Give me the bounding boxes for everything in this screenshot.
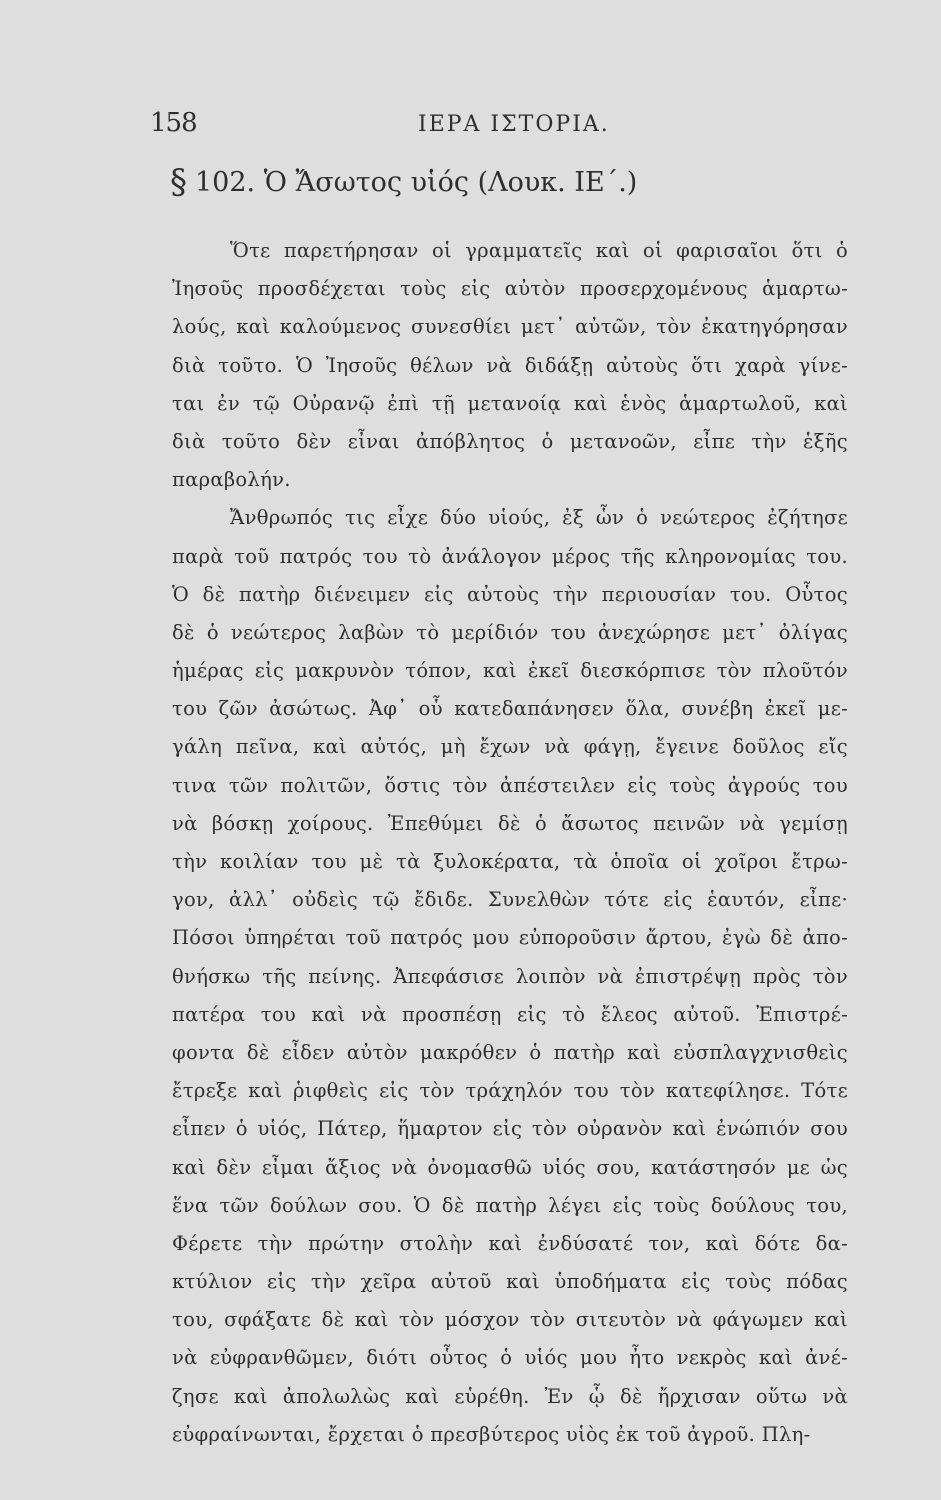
text-line: γον, ἀλλ᾽ οὐδεὶς τῷ ἔδιδε. Συνελθὼν τότε εἰς ἑαυτόν, εἶπε· xyxy=(172,888,848,912)
text-line: λούς, καὶ καλούμενος συνεσθίει μετ᾽ αὐτῶν, τὸν ἐκατηγόρησαν xyxy=(172,315,848,339)
text-line: Πόσοι ὑπηρέται τοῦ πατρός μου εὐποροῦσιν ἄρτου, ἐγὼ δὲ ἀπο- xyxy=(172,926,848,950)
text-line: φοντα δὲ εἶδεν αὐτὸν μακρόθεν ὁ πατὴρ καὶ εὐσπλαγχνισθεὶς xyxy=(172,1040,848,1064)
text-line: κτύλιον εἰς τὴν χεῖρα αὐτοῦ καὶ ὑποδήματα εἰς τοὺς πόδας xyxy=(172,1270,848,1294)
body-text xyxy=(172,232,848,1454)
text-line: νὰ εὐφρανθῶμεν, διότι οὗτος ὁ υἱός μου ἦτο νεκρὸς καὶ ἀνέ- xyxy=(172,1346,848,1370)
text-line: του ζῶν ἀσώτως. Ἀφ᾽ οὗ κατεδαπάνησεν ὅλα, συνέβη ἐκεῖ με- xyxy=(172,697,848,721)
text-line: ἔτρεξε καὶ ῥιφθεὶς εἰς τὸν τράχηλόν του τὸν κατεφίλησε. Τότε xyxy=(172,1079,848,1103)
text-line: ἡμέρας εἰς μακρυνὸν τόπον, καὶ ἐκεῖ διεσκόρπισε τὸν πλοῦτόν xyxy=(172,659,848,683)
text-line: Ἰησοῦς προσδέχεται τοὺς εἰς αὐτὸν προσερχομένους ἁμαρτω- xyxy=(172,277,848,301)
text-line: Ὅτε παρετήρησαν οἱ γραμματεῖς καὶ οἱ φαρισαῖοι ὅτι ὁ xyxy=(230,239,848,262)
text-line: παρὰ τοῦ πατρός του τὸ ἀνάλογον μέρος τῆς κληρονομίας του. xyxy=(172,544,848,568)
section-sign: § xyxy=(170,162,187,202)
text-line: διὰ τοῦτο. Ὁ Ἰησοῦς θέλων νὰ διδάξῃ αὐτοὺς ὅτι χαρὰ γίνε- xyxy=(172,353,848,377)
text-line: τὴν κοιλίαν του μὲ τὰ ξυλοκέρατα, τὰ ὁποῖα οἱ χοῖροι ἔτρω- xyxy=(172,850,848,873)
text-line: θνήσκω τῆς πείνης. Ἀπεφάσισε λοιπὸν νὰ ἐπιστρέψῃ πρὸς τὸν xyxy=(172,964,848,988)
text-line: ἕνα τῶν δούλων σου. Ὁ δὲ πατὴρ λέγει εἰς τοὺς δούλους του, xyxy=(172,1193,848,1217)
page-number: 158 xyxy=(150,108,197,138)
text-line: ζησε καὶ ἀπολωλὼς καὶ εὑρέθη. Ἐν ᾧ δὲ ἤρχισαν οὕτω νὰ xyxy=(172,1384,848,1408)
text-line: καὶ δὲν εἶμαι ἄξιος νὰ ὀνομασθῶ υἱός σου, κατάστησόν με ὡς xyxy=(172,1155,848,1179)
section-title: 102. Ὁ Ἄσωτος υἱός (Λουκ. ΙΕ΄.) xyxy=(195,167,638,198)
text-line: δὲ ὁ νεώτερος λαβὼν τὸ μερίδιόν του ἀνεχώρησε μετ᾽ ὀλίγας xyxy=(172,620,848,644)
text-line: ται ἐν τῷ Οὐρανῷ ἐπὶ τῇ μετανοίᾳ καὶ ἑνὸς ἁμαρτωλοῦ, καὶ xyxy=(172,391,848,415)
text-line: εἶπεν ὁ υἱός, Πάτερ, ἥμαρτον εἰς τὸν οὐρανὸν καὶ ἐνώπιόν σου xyxy=(172,1117,848,1141)
text-line: νὰ βόσκῃ χοίρους. Ἐπεθύμει δὲ ὁ ἄσωτος πεινῶν νὰ γεμίσῃ xyxy=(172,811,848,835)
text-line: Ἄνθρωπός τις εἶχε δύο υἱούς, ἐξ ὧν ὁ νεώτερος ἐζήτησε xyxy=(230,506,848,530)
text-line: παραβολήν. xyxy=(172,468,291,492)
text-line: Ὁ δὲ πατὴρ διένειμεν εἰς αὐτοὺς τὴν περιουσίαν του. Οὗτος xyxy=(172,582,848,606)
section-heading xyxy=(170,162,810,202)
text-line: Φέρετε τὴν πρώτην στολὴν καὶ ἐνδύσατέ τον, καὶ δότε δα- xyxy=(172,1231,848,1255)
text-line: διὰ τοῦτο δὲν εἶναι ἀπόβλητος ὁ μετανοῶν, εἶπε τὴν ἑξῆς xyxy=(172,429,848,453)
text-line: τινα τῶν πολιτῶν, ὅστις τὸν ἀπέστειλεν εἰς τοὺς ἀγρούς του xyxy=(172,773,848,797)
page-header xyxy=(150,108,850,148)
text-line: του, σφάξατε δὲ καὶ τὸν μόσχον τὸν σιτευτὸν νὰ φάγωμεν καὶ xyxy=(172,1308,848,1332)
paragraph xyxy=(172,232,848,499)
text-line: εὐφραίνωνται, ἔρχεται ὁ πρεσβύτερος υἱὸς ἐκ τοῦ ἀγροῦ. Πλη- xyxy=(172,1422,811,1446)
text-line: γάλη πεῖνα, καὶ αὐτός, μὴ ἔχων νὰ φάγῃ, ἔγεινε δοῦλος εἴς xyxy=(172,735,848,759)
running-title: ΙΕΡΑ ΙΣΤΟΡΙΑ. xyxy=(418,112,610,137)
paragraph xyxy=(172,499,848,1454)
text-line: πατέρα του καὶ νὰ προσπέσῃ εἰς τὸ ἔλεος αὐτοῦ. Ἐπιστρέ- xyxy=(172,1002,848,1026)
